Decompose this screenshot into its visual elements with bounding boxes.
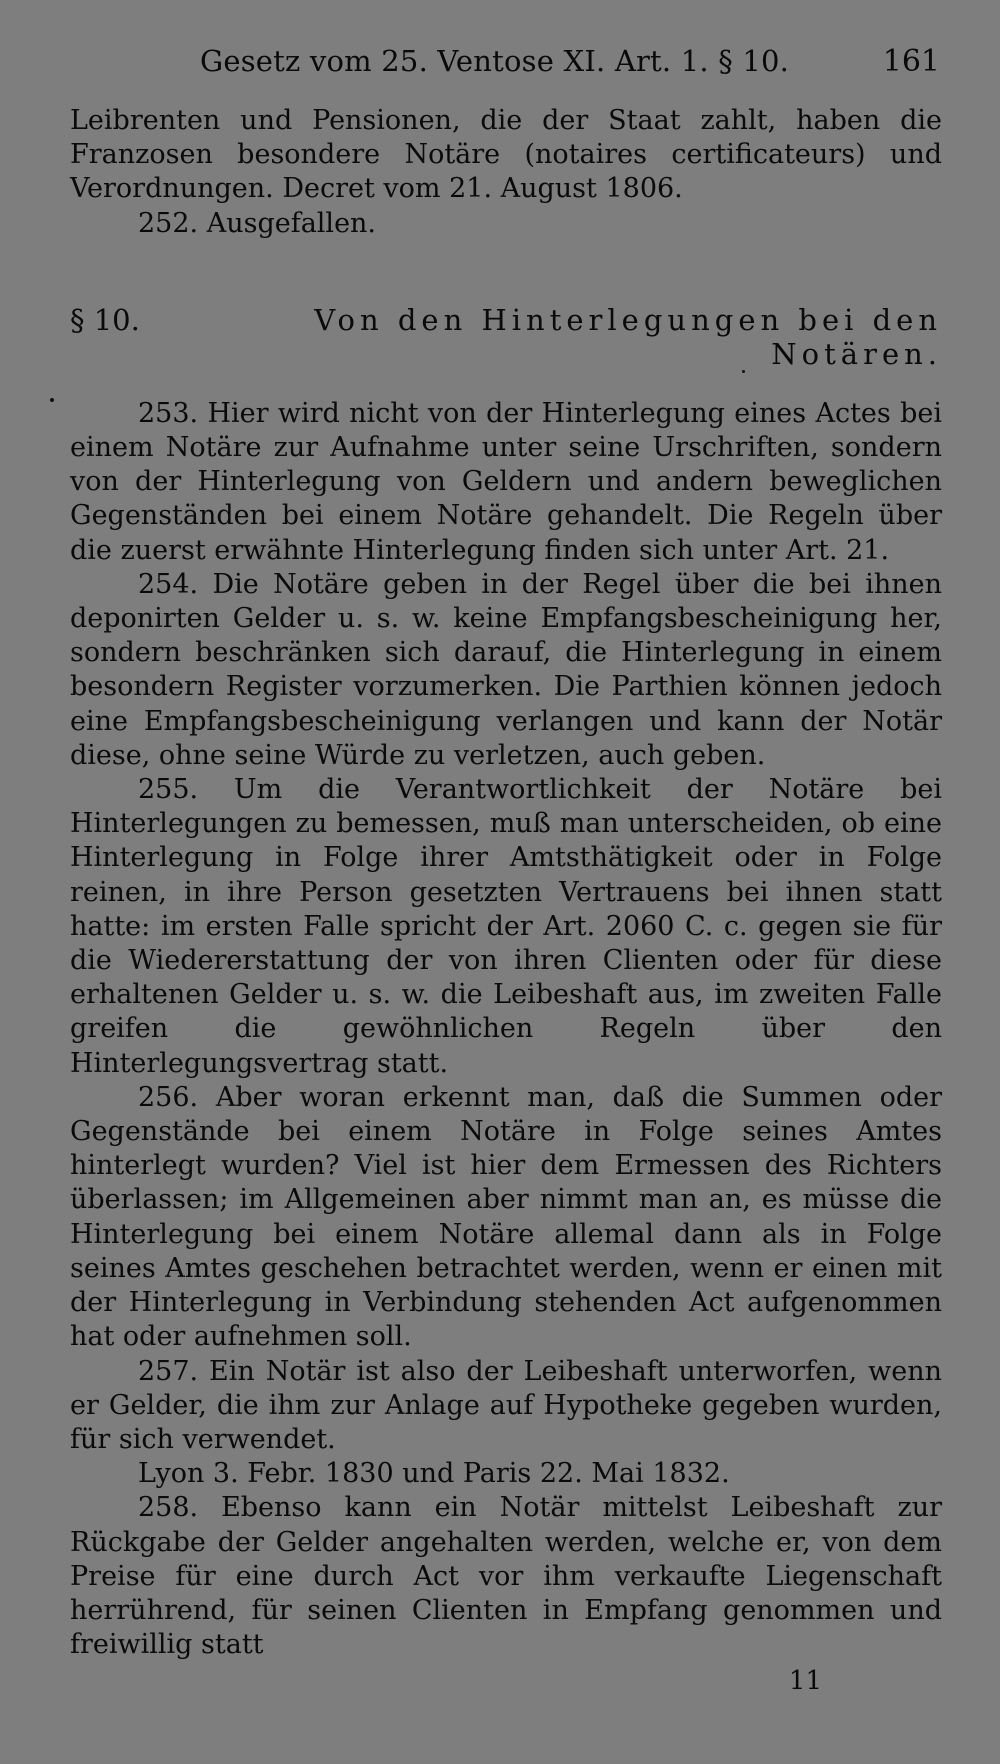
paragraph-252: 252. Ausgefallen. bbox=[138, 207, 377, 239]
paragraph-257: 257. Ein Notär ist also der Leibeshaft unterworfen, wenn er Gelder, die ihm zur Anlage auf Hypotheke gegeben wurden, für sich verwendet. bbox=[70, 1355, 942, 1455]
paragraph-253: 253. Hier wird nicht von der Hinterlegung eines Actes bei einem Notäre zur Aufnahme unter seine Urschriften, sondern von der Hinterlegung von Geldern und andern beweglichen Gegenständen bei einem Notäre gehandelt. Die Regeln über die zuerst erwähnte Hinterlegung finden sich unter Art. 21. bbox=[70, 397, 942, 566]
paragraph-258: 258. Ebenso kann ein Notär mittelst Leibeshaft zur Rückgabe der Gelder angehalten werden, welche er, von dem Preise für eine durch Act vor ihm verkaufte Liegenschaft herrührend, für seinen Clienten in Empfang genommen und freiwillig statt bbox=[70, 1492, 942, 1661]
running-head-title: Gesetz vom 25. Ventose XI. Art. 1. § 10. bbox=[200, 44, 790, 78]
section-title: Von den Hinterlegungen bei den Notären. bbox=[314, 302, 942, 371]
signature-mark: 11 bbox=[788, 1666, 822, 1697]
paragraph-254: 254. Die Notäre geben in der Regel über die bei ihnen deponirten Gelder u. s. w. keine Empfangsbescheinigung her, sondern beschränken sich darauf, die Hinterlegung in einem besondern Register vorzumerken. Die Parthien können jedoch eine Empfangsbescheinigung verlangen und kann der Notär diese, ohne seine Würde zu verletzen, auch geben. bbox=[70, 568, 942, 771]
page-number: 161 bbox=[882, 44, 940, 79]
citation-line: Lyon 3. Febr. 1830 und Paris 22. Mai 1832. bbox=[138, 1458, 730, 1490]
paragraph-continuation: Leibrenten und Pensionen, die der Staat zahlt, haben die Franzosen besondere Notäre (notaires certificateurs) und Verordnungen. Decret vom 21. August 1806. bbox=[70, 105, 942, 205]
section-number: § 10. bbox=[70, 302, 140, 337]
ink-speck bbox=[742, 370, 745, 373]
paragraph-256: 256. Aber woran erkennt man, daß die Summen oder Gegenstände bei einem Notäre in Folge seines Amtes hinterlegt wurden? Viel ist hier dem Ermessen des Richters überlassen; im Allgemeinen aber nimmt man an, es müsse die Hinterlegung bei einem Notäre allemal dann als in Folge seines Amtes geschehen betrachtet werden, wenn er einen mit der Hinterlegung in Verbindung stehenden Act aufgenommen hat oder aufnehmen soll. bbox=[70, 1081, 942, 1353]
book-page bbox=[70, 44, 942, 1696]
running-head bbox=[70, 44, 942, 90]
paragraph-255: 255. Um die Verantwortlichkeit der Notäre bei Hinterlegungen zu bemessen, muß man unterscheiden, ob eine Hinterlegung in Folge ihrer Amtsthätigkeit oder in Folge reinen, in ihre Person gesetzten Vertrauens bei ihnen statt hatte: im ersten Falle spricht der Art. 2060 C. c. gegen sie für die Wiedererstattung der von ihren Clienten oder für diese erhaltenen Gelder u. s. w. die Leibeshaft aus, im zweiten Falle greifen die gewöhnlichen Regeln über den Hinterlegungsvertrag statt. bbox=[70, 774, 942, 1079]
ink-speck bbox=[50, 398, 54, 402]
section-heading bbox=[70, 303, 942, 371]
